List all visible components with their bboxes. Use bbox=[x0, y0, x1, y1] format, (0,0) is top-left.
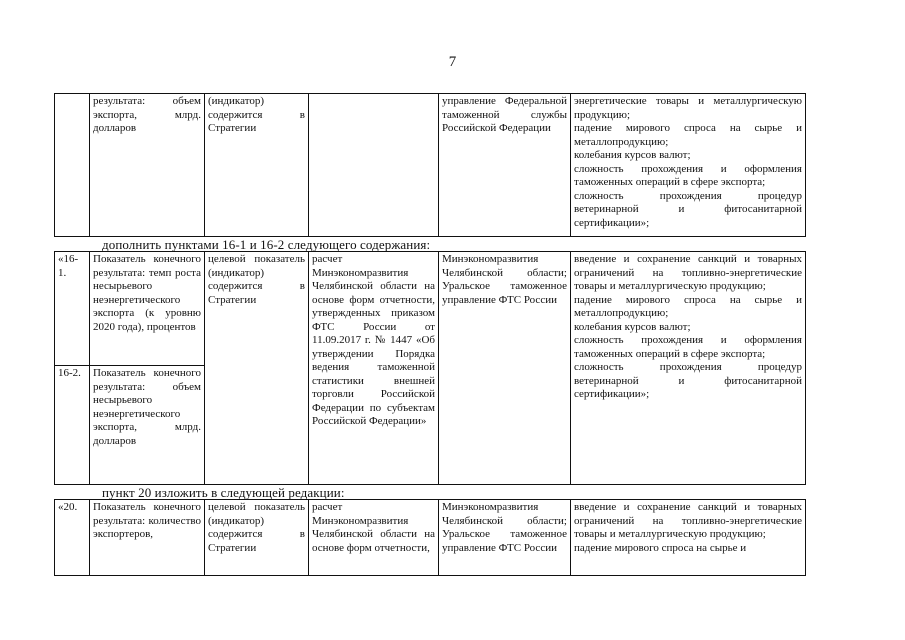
page-number: 7 bbox=[448, 54, 457, 70]
table-items-16 bbox=[54, 251, 806, 485]
instruction-text: дополнить пунктами 16-1 и 16-2 следующего содержания: bbox=[102, 237, 431, 252]
cell-risks bbox=[571, 252, 806, 485]
cell-indicator-type: целевой показатель (индикатор) содержится в Стратегии bbox=[205, 252, 309, 485]
risk-item: введение и сохранение санкций и товарных ограничений на топливно-энергетические товары и металлургическую продукцию; bbox=[574, 501, 802, 540]
risk-item: падение мирового спроса на сырье и bbox=[574, 541, 747, 554]
risk-item: колебания курсов валют; bbox=[574, 320, 691, 333]
table-row bbox=[55, 94, 806, 237]
cell-indicator-type: (индикатор) содержится в Стратегии bbox=[205, 94, 309, 237]
cell-number: «20. bbox=[55, 500, 90, 576]
cell-number: «16-1. bbox=[55, 252, 90, 366]
risk-item: сложность прохождения и оформления таможенных операций в сфере экспорта; bbox=[574, 162, 802, 188]
cell-responsible: Минэкономразвития Челябинской области; Уральское таможенное управление ФТС России bbox=[439, 500, 571, 576]
cell-indicator-type: целевой показатель (индикатор) содержится в Стратегии bbox=[205, 500, 309, 576]
risk-item: падение мирового спроса на сырье и металлопродукцию; bbox=[574, 293, 802, 319]
risk-item: сложность прохождения процедур ветеринарной и фитосанитарной сертификации»; bbox=[574, 361, 802, 400]
table-item-20 bbox=[54, 499, 806, 576]
risk-item: введение и сохранение санкций и товарных ограничений на топливно-энергетические товары и металлургическую продукцию; bbox=[574, 253, 802, 292]
table-continuation bbox=[54, 93, 806, 237]
cell-indicator: Показатель конечного результата: объем несырьевого неэнергетического экспорта, млрд. долларов bbox=[90, 366, 205, 485]
cell-indicator: Показатель конечного результата: количество экспортеров, bbox=[90, 500, 205, 576]
cell-method bbox=[309, 94, 439, 237]
cell-method: расчет Минэкономразвития Челябинской области на основе форм отчетности, bbox=[309, 500, 439, 576]
cell-risks bbox=[571, 94, 806, 237]
cell-number bbox=[55, 94, 90, 237]
table-row bbox=[55, 252, 806, 366]
risk-item: колебания курсов валют; bbox=[574, 149, 691, 161]
cell-method: расчет Минэкономразвития Челябинской области на основе форм отчетности, утвержденных приказом ФТС России от 11.09.2017 г. № 1447 «Об утверждении Порядка ведения таможенной статистики внешней торговли Российской Федерации по субъектам Российской Федерации» bbox=[309, 252, 439, 485]
cell-responsible: управление Федеральной таможенной службы Российской Федерации bbox=[439, 94, 571, 237]
table-row bbox=[55, 500, 806, 576]
cell-indicator: результата: объем экспорта, млрд. долларов bbox=[90, 94, 205, 237]
risk-item: сложность прохождения процедур ветеринарной и фитосанитарной сертификации»; bbox=[574, 189, 802, 229]
cell-responsible: Минэкономразвития Челябинской области; Уральское таможенное управление ФТС России bbox=[439, 252, 571, 485]
risk-item: энергетические товары и металлургическую продукцию; bbox=[574, 95, 802, 121]
cell-number: 16-2. bbox=[55, 366, 90, 485]
risk-item: сложность прохождения и оформления таможенных операций в сфере экспорта; bbox=[574, 334, 802, 360]
risk-item: падение мирового спроса на сырье и металлопродукцию; bbox=[574, 122, 802, 148]
cell-indicator: Показатель конечного результата: темп роста несырьевого неэнергетического экспорта (к уровню 2020 года), процентов bbox=[90, 252, 205, 366]
cell-risks bbox=[571, 500, 806, 576]
instruction-text: пункт 20 изложить в следующей редакции: bbox=[102, 485, 345, 500]
